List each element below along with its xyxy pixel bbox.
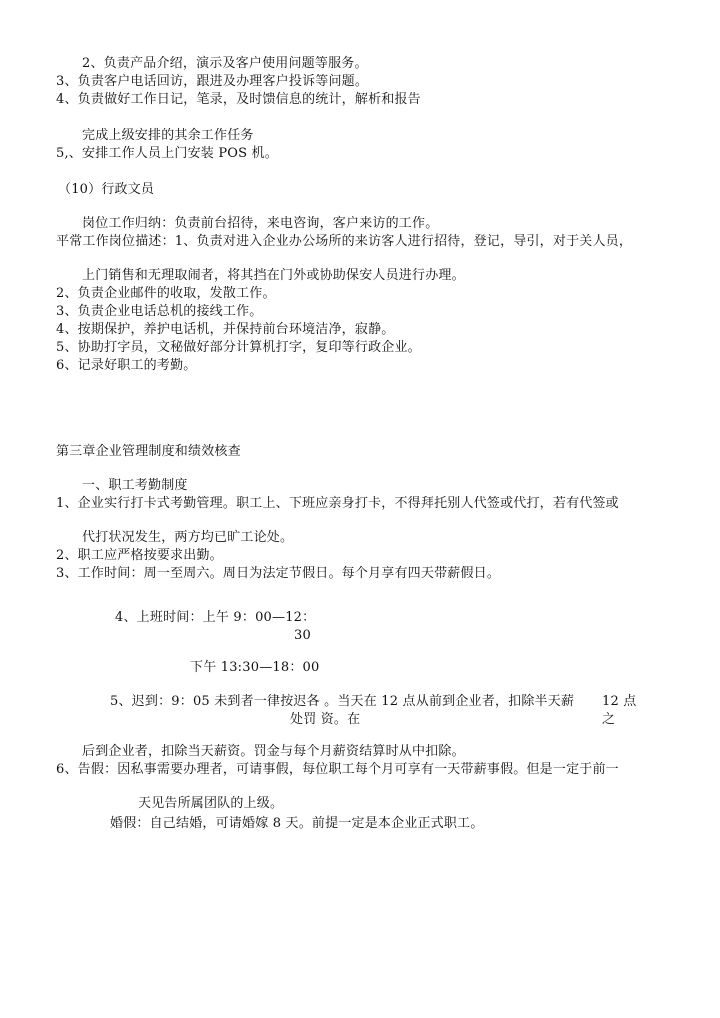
text-line: 代打状况发生，两方均已旷工论处。 xyxy=(82,530,294,545)
text-line: 平常工作岗位描述：1、负责对进入企业办公场所的来访客人进行招待，登记，导引，对于关人员， xyxy=(56,234,633,249)
text-line: 5、协助打字员，文秘做好部分计算机打字，复印等行政企业。 xyxy=(56,340,421,355)
text-line: 下午 13:30—18：00 xyxy=(190,660,320,675)
text-line: 后到企业者，扣除当天薪资。罚金与每个月薪资结算时从中扣除。 xyxy=(82,744,465,759)
text-line: 2、负责产品介绍，演示及客户使用问题等服务。 xyxy=(82,56,368,71)
text-line: 1、企业实行打卡式考勤管理。职工上、下班应亲身打卡，不得拜托别人代签或代打，若有代签或 xyxy=(56,496,619,511)
text-line: 30 xyxy=(294,628,311,643)
text-line: 岗位工作归纳：负责前台招待，来电咨询，客户来访的工作。 xyxy=(82,216,439,231)
text-line: 3、工作时间：周一至周六。周日为法定节假日。每个月享有四天带薪假日。 xyxy=(56,566,501,581)
text-line: 6、记录好职工的考勤。 xyxy=(56,358,197,373)
text-fragment: 之 xyxy=(602,712,616,727)
text-line: 3、负责客户电话回访，跟进及办理客户投诉等问题。 xyxy=(56,74,369,89)
section-heading: 一、职工考勤制度 xyxy=(82,478,188,493)
text-fragment: 12 点 xyxy=(602,694,637,709)
text-line: 婚假：自己结婚，可请婚嫁 8 天。前提一定是本企业正式职工。 xyxy=(110,816,484,831)
text-line: 4、上班时间：上午 9：00—12： xyxy=(115,610,316,625)
text-line: 上门销售和无理取闹者，将其挡在门外或协助保安人员进行办理。 xyxy=(82,268,465,283)
text-line: 5,、安排工作人员上门安装 POS 机。 xyxy=(56,146,278,161)
text-line: 完成上级安排的其余工作任务 xyxy=(82,128,254,143)
text-line: 2、负责企业邮件的收取，发散工作。 xyxy=(56,286,276,301)
section-heading: （10）行政文员 xyxy=(58,182,155,197)
text-line: 4、按期保护，养护电话机，并保持前台环境洁净，寂静。 xyxy=(56,322,395,337)
text-line: 3、负责企业电话总机的接线工作。 xyxy=(56,304,263,319)
text-line: 6、告假：因私事需要办理者，可请事假，每位职工每个月可享有一天带薪事假。但是一定于前一 xyxy=(56,762,619,777)
text-line: 2、职工应严格按要求出勤。 xyxy=(56,548,223,563)
text-fragment: 处罚 资。在 xyxy=(290,712,361,727)
text-line: 4、负责做好工作日记，笔录，及时馈信息的统计，解析和报告 xyxy=(56,92,421,107)
text-line: 5、迟到：9：05 未到者一律按迟各 。当天在 12 点从前到企业者，扣除半天薪 xyxy=(110,694,575,709)
chapter-heading: 第三章企业管理制度和绩效核查 xyxy=(56,444,241,459)
text-line: 天见告所属团队的上级。 xyxy=(138,796,284,811)
